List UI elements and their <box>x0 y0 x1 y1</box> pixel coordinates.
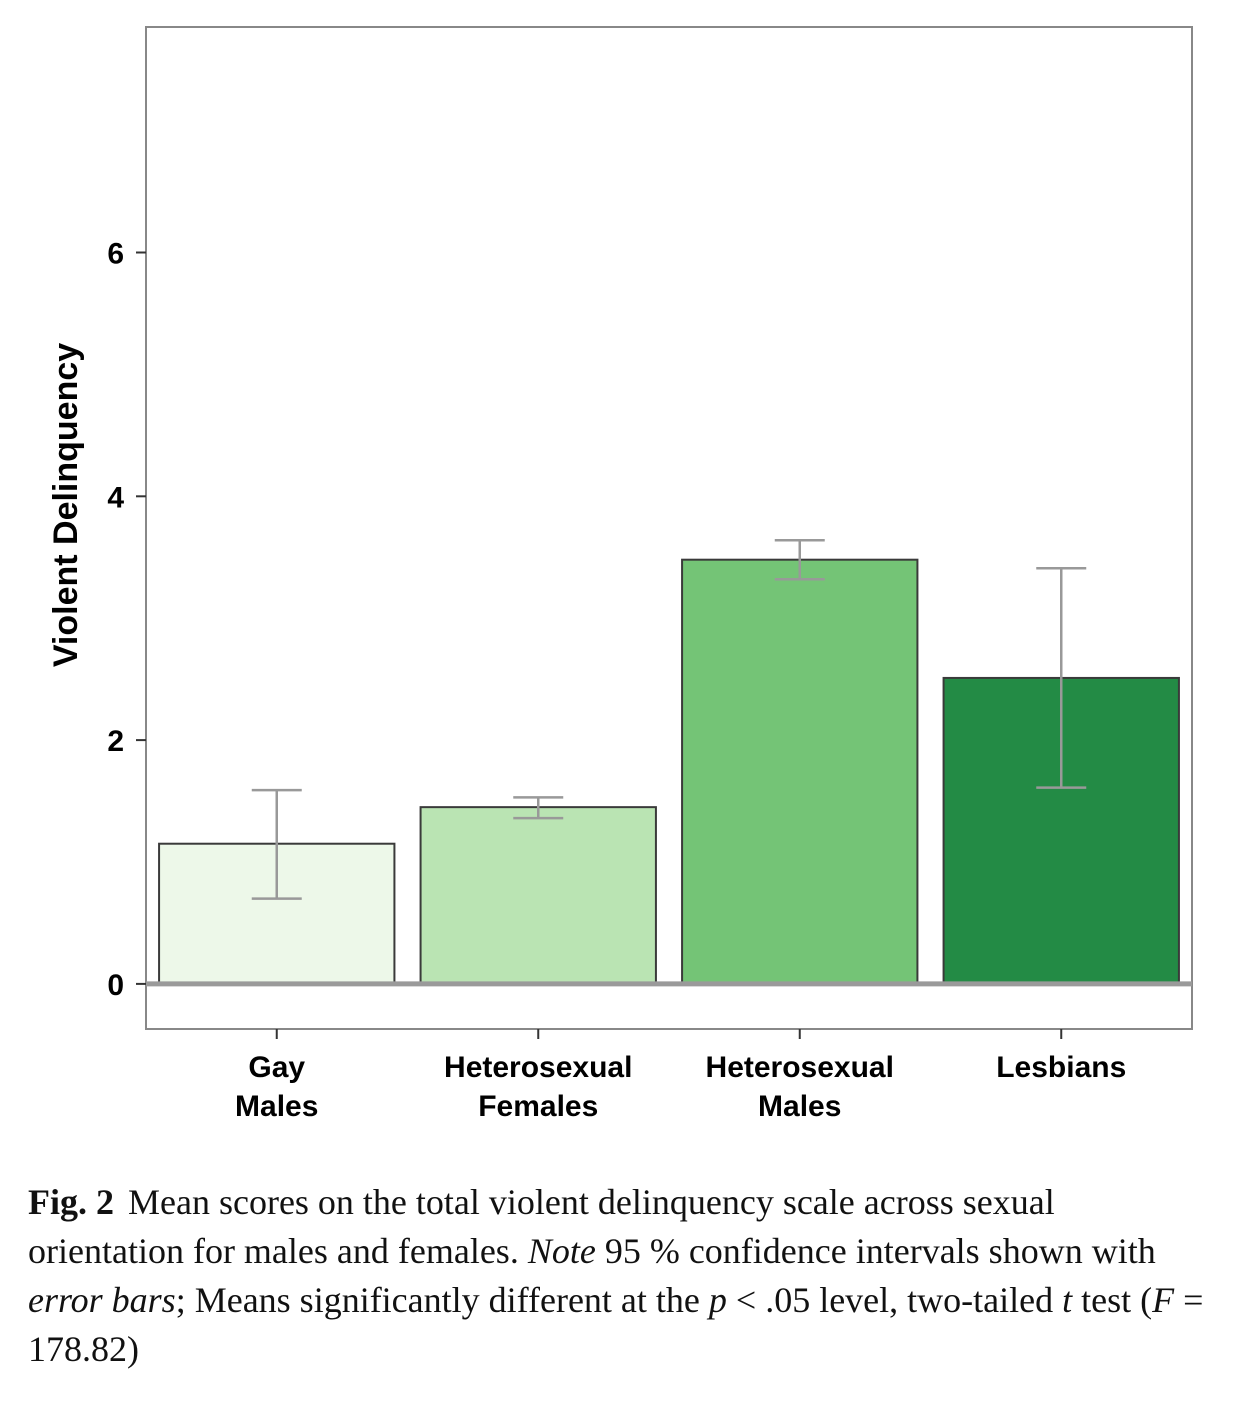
caption-text-2: 95 % confidence intervals shown with <box>595 1231 1156 1271</box>
figure-label: Fig. 2 <box>28 1182 114 1222</box>
caption-F: F <box>1152 1280 1175 1320</box>
y-tick-label-3: 6 <box>107 237 124 271</box>
y-tick-label-0: 0 <box>107 968 124 1002</box>
y-axis-ticks <box>107 238 146 1002</box>
caption-p: p <box>708 1280 727 1320</box>
x-tick-label-3: Lesbians <box>996 1051 1127 1084</box>
caption-text-6: = 178.82) <box>28 1280 1204 1369</box>
caption-t: t <box>1062 1280 1073 1320</box>
x-tick-label-2: Heterosexual Males <box>705 1051 894 1123</box>
y-tick-label-2: 4 <box>107 481 124 515</box>
caption-error-bars: error bars <box>28 1280 176 1320</box>
caption-note: Note <box>527 1231 596 1271</box>
caption-text-3: ; Means significantly different at the <box>175 1280 709 1320</box>
y-axis-title: Violent Delinquency <box>47 342 85 668</box>
x-tick-label-0: Gay Males <box>235 1051 319 1123</box>
bar-1 <box>421 807 656 984</box>
caption-text-4: < .05 level, two-tailed <box>726 1280 1063 1320</box>
figure-caption <box>28 1178 1218 1374</box>
x-axis-ticks <box>235 1029 1126 1123</box>
caption-text-1: Mean scores on the total violent delinquency scale across sexual orientation for males and females. <box>28 1182 1055 1271</box>
caption-text-5: test ( <box>1072 1280 1153 1320</box>
x-tick-label-1: Heterosexual Females <box>444 1051 633 1123</box>
y-tick-label-1: 2 <box>107 725 124 759</box>
bar-2 <box>682 560 917 984</box>
